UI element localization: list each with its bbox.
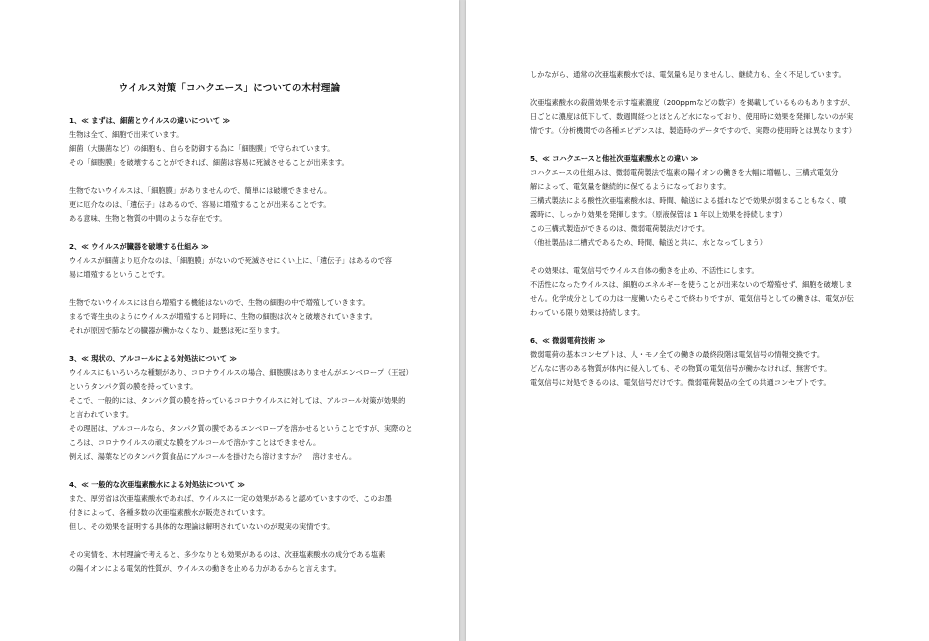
text-line: その理屈は、アルコールなら、タンパク質の膜であるエンベロープを溶かせるということですが、実際のと	[69, 424, 413, 433]
text-line: と言われています。	[69, 410, 134, 419]
text-line: 生物は全て、細胞で出来ています。	[69, 130, 184, 139]
text-line: ウイルスにもいろいろな種類があり、コロナウイルスの場合、細胞膜はありませんがエンベロープ（王冠）	[69, 368, 413, 377]
text-line: それが原因で肺などの臓器が働かなくなり、最悪は死に至ります。	[69, 326, 285, 335]
paragraph-gap	[69, 170, 414, 184]
section-heading: 5、≪ コハクエースと他社次亜塩素酸水との違い ≫	[530, 154, 699, 163]
text-line: 但し、その効果を証明する具体的な理論は解明されていないのが現実の実情です。	[69, 522, 335, 531]
text-line: しかながら、通常の次亜塩素酸水では、電気量も足りませんし、継続力も、全く不足しています。	[530, 70, 846, 79]
section-heading: 2、≪ ウイルスが臓器を破壊する仕組み ≫	[69, 242, 209, 251]
text-line: 微弱電荷の基本コンセプトは、人・モノ全ての働きの最終段階は電気信号の情報交換です。	[530, 350, 825, 359]
text-line: 例えば、湯葉などのタンパク質食品にアルコールを掛けたら溶けますか？ 溶けません。	[69, 452, 357, 461]
text-line: 不活性になったウイルスは、細胞のエネルギーを使うことが出来ないので増殖せず、細胞を破壊しま	[530, 280, 853, 289]
paragraph-gap	[69, 282, 414, 296]
left-page-body	[69, 114, 414, 576]
text-line: というタンパク質の膜を持っています。	[69, 382, 198, 391]
section-heading: 4、≪ 一般的な次亜塩素酸水による対処法について ≫	[69, 480, 245, 489]
text-line: この三構式製造ができるのは、微弱電荷製法だけです。	[530, 224, 710, 233]
text-line: その効果は、電気信号でウイルス自体の動きを止め、不活性にします。	[530, 266, 759, 275]
text-line: まるで寄生虫のようにウイルスが増殖すると同時に、生物の細胞は次々と破壊されていきます。	[69, 312, 377, 321]
left-page	[0, 0, 459, 641]
text-line: 細菌（大腸菌など）の細胞も、自らを防御する為に「細胞膜」で守られています。	[69, 144, 335, 153]
text-line: せん。化学成分としての力は一度働いたらそこで終わりですが、電気信号としての働きは、電気が伝	[530, 294, 854, 303]
text-line: どんなに害のある物質が体内に侵入しても、その物質の電気信号が働かなければ、無害です。	[530, 364, 832, 373]
right-page	[466, 0, 929, 641]
paragraph-gap	[69, 464, 414, 478]
text-line: 解によって、電気量を継続的に保てるようになっております。	[530, 182, 731, 191]
text-line: ある意味、生物と物質の中間のような存在です。	[69, 214, 227, 223]
text-line: 三構式製法による酸性次亜塩素酸水は、時間、輸送による揺れなどで効果が弱まることもなく、噴	[530, 196, 847, 205]
text-line: その実情を、木村理論で考えると、多少なりとも効果があるのは、次亜塩素酸水の成分である塩素	[69, 550, 386, 559]
text-line: その「細胞膜」を破壊することができれば、細菌は容易に死滅させることが出来ます。	[69, 158, 349, 167]
paragraph-gap	[530, 250, 889, 264]
text-line: 更に厄介なのは、「遺伝子」はあるので、容易に増殖することが出来ることです。	[69, 200, 331, 209]
text-line: （他社製品は二槽式であるため、時間、輸送と共に、水となってしまう）	[530, 238, 767, 247]
text-line: また、厚労省は次亜塩素酸水であれば、ウイルスに一定の効果があると認めていますので、このお墨	[69, 494, 392, 503]
text-line: 情です。（分析機関での各種エビデンスは、製造時のデータですので、実際の使用時とは異なります）	[530, 126, 856, 135]
section-heading: 1、≪ まずは、細菌とウイルスの違いについて ≫	[69, 116, 231, 125]
text-line: 霧時に、しっかり効果を発揮します。（原液保管は 1 年以上効果を持続します）	[530, 210, 787, 219]
text-line: の陽イオンによる電気的性質が、ウイルスの動きを止める力があるからと言えます。	[69, 564, 341, 573]
paragraph-gap	[69, 338, 414, 352]
paragraph-gap	[530, 320, 889, 334]
paragraph-gap	[530, 82, 889, 96]
text-line: 電気信号に対処できるのは、電気信号だけです。微弱電荷製品の全ての共通コンセプトです。	[530, 378, 831, 387]
text-line: そこで、一般的には、タンパク質の膜を持っているコロナウイルスに対しては、アルコール対策が効果的	[69, 396, 406, 405]
section-heading: 6、≪ 微弱電荷技術 ≫	[530, 336, 606, 345]
text-line: 易に増殖するということです。	[69, 270, 170, 279]
text-line: 次亜塩素酸水の殺菌効果を示す塩素濃度（200ppmなどの数字）を掲載しているものもありますが、	[530, 98, 855, 107]
paragraph-gap	[530, 138, 889, 152]
text-line: ころは、コロナウイルスの頑丈な膜をアルコールで溶かすことはできません。	[69, 438, 321, 447]
text-line: 生物でないウイルスは、「細胞膜」がありませんので、簡単には破壊できません。	[69, 186, 332, 195]
text-line: わっている限り効果は持続します。	[530, 308, 645, 317]
text-line: コハクエースの仕組みは、微弱電荷製法で塩素の陽イオンの働きを大幅に増幅し、三構式電気分	[530, 168, 839, 177]
section-heading: 3、≪ 現状の、アルコールによる対処法について ≫	[69, 354, 237, 363]
text-line: 付きによって、各種多数の次亜塩素酸水が販売されています。	[69, 508, 270, 517]
text-line: ウイルスが細菌より厄介なのは、「細胞膜」がないので死滅させにくい上に、「遺伝子」はあるので容	[69, 256, 392, 265]
document-title: ウイルス対策「コハクエース」についての木村理論	[118, 83, 341, 94]
paragraph-gap	[69, 534, 414, 548]
right-page-body	[530, 68, 889, 390]
text-line: 生物でないウイルスには自ら増殖する機能はないので、生物の細胞の中で増殖していきます。	[69, 298, 370, 307]
paragraph-gap	[69, 226, 414, 240]
text-line: 日ごとに濃度は低下して、数週間経つとほとんど水になっており、使用時に効果を発揮しないのが実	[530, 112, 854, 121]
